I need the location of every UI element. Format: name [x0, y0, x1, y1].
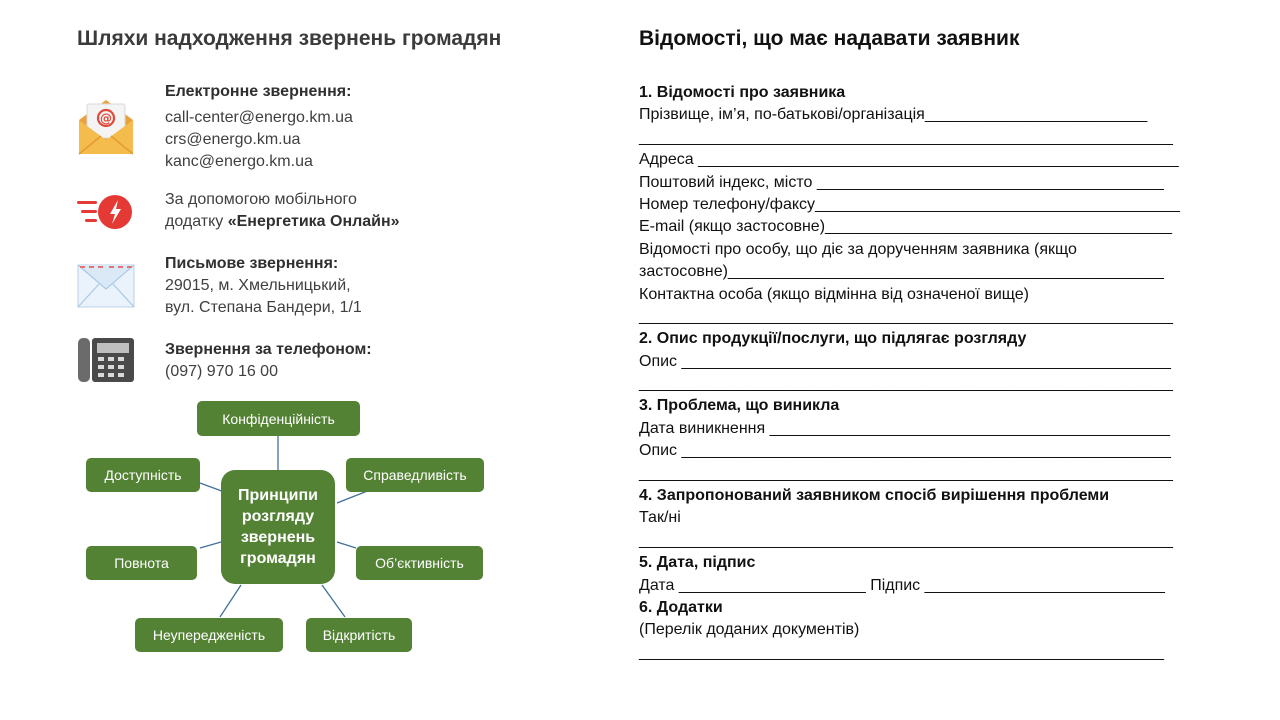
form-section-heading: 1. Відомості про заявника [639, 84, 846, 101]
form-line: Номер телефону/факсу_________________________________________ [639, 195, 1180, 213]
principles-center-line3: звернень [240, 529, 316, 546]
phone-block [165, 339, 372, 383]
form-line: Поштовий індекс, місто _______________________________________ [639, 173, 1164, 191]
connector-left-bottom [200, 542, 221, 548]
form-line: Так/ні [639, 509, 681, 527]
email-address-1[interactable]: call-center@energo.km.ua [165, 109, 353, 126]
form-line: ____________________________________________________________ [639, 531, 1173, 549]
form-section-heading: 5. Дата, підпис [639, 554, 756, 572]
principle-fairness: Справедливість [346, 458, 484, 492]
mail-line1: 29015, м. Хмельницький, [165, 277, 351, 294]
form-line: ____________________________________________________________ [639, 128, 1173, 146]
email-address-2[interactable]: crs@energo.km.ua [165, 131, 301, 148]
form-line: Адреса ______________________________________________________ [639, 151, 1179, 169]
principle-completeness: Повнота [86, 546, 197, 580]
form-line: Прізвище, ім’я, по-батькові/організація_________________________ [639, 106, 1148, 124]
form-line: ____________________________________________________________ [639, 375, 1173, 393]
form-line: Контактна особа (якщо відмінна від означеної вище) [639, 285, 1029, 303]
form-line: застосовне)_________________________________________________ [639, 263, 1164, 281]
form-line: Дата _____________________ Підпис ___________________________ [639, 576, 1165, 594]
form-line: Опис _______________________________________________________ [639, 352, 1171, 370]
form-section-heading: 3. Проблема, що виникла [639, 397, 840, 415]
desk-phone-icon [77, 336, 135, 384]
phone-number[interactable]: (097) 970 16 00 [165, 363, 278, 380]
phone-heading: Звернення за телефоном: [165, 341, 372, 358]
principle-openness: Відкритість [306, 618, 412, 652]
principles-center-line2: розгляду [241, 508, 315, 525]
connector-right-bottom [337, 542, 356, 548]
ways-title: Шляхи надходження звернень громадян [77, 27, 502, 50]
form-section-heading: 4. Запропонований заявником спосіб вирішення проблеми [639, 487, 1110, 505]
form-line: ___________________________________________________________ [639, 643, 1165, 661]
form-line: (Перелік доданих документів) [639, 621, 860, 639]
email-icon [77, 98, 135, 156]
principles-center [221, 470, 335, 584]
mail-block [165, 253, 362, 319]
form-line: Дата виникнення _____________________________________________ [639, 419, 1171, 437]
form-line: E-mail (якщо застосовне)_______________________________________ [639, 218, 1173, 236]
mobile-line1: За допомогою мобільного [165, 191, 357, 208]
email-heading: Електронне звернення: [165, 83, 352, 100]
svg-text:@: @ [100, 111, 112, 126]
mobile-app-name: «Енергетика Онлайн» [227, 213, 400, 230]
fast-delivery-icon [77, 193, 135, 231]
form-line: ____________________________________________________________ [639, 464, 1173, 482]
principle-impartiality: Неупередженість [135, 618, 283, 652]
principle-confidentiality: Конфіденційність [197, 401, 360, 436]
mobile-block [165, 189, 400, 233]
envelope-icon [77, 262, 135, 310]
mobile-line2: додатку «Енергетика Онлайн» [165, 213, 400, 230]
mail-line2: вул. Степана Бандери, 1/1 [165, 299, 362, 316]
form-line: Відомості про особу, що діє за дорученням заявника (якщо [639, 240, 1077, 258]
mail-heading: Письмове звернення: [165, 255, 339, 272]
applicant-form [639, 82, 1199, 664]
form-section-heading: 2. Опис продукції/послуги, що підлягає розгляду [639, 330, 1027, 348]
email-address-3[interactable]: kanc@energo.km.ua [165, 153, 313, 170]
connector-bottom-right [322, 585, 345, 617]
principles-center-line1: Принципи [238, 487, 318, 504]
form-section-heading: 6. Додатки [639, 598, 723, 616]
principle-objectivity: Об’єктивність [356, 546, 483, 580]
email-block [165, 81, 353, 173]
form-line: ____________________________________________________________ [639, 307, 1173, 325]
form-line: Опис _______________________________________________________ [639, 442, 1171, 460]
principle-accessibility: Доступність [86, 458, 200, 492]
connector-bottom-left [220, 585, 241, 617]
principles-center-line4: громадян [240, 550, 316, 567]
applicant-info-title: Відомості, що має надавати заявник [639, 27, 1020, 50]
